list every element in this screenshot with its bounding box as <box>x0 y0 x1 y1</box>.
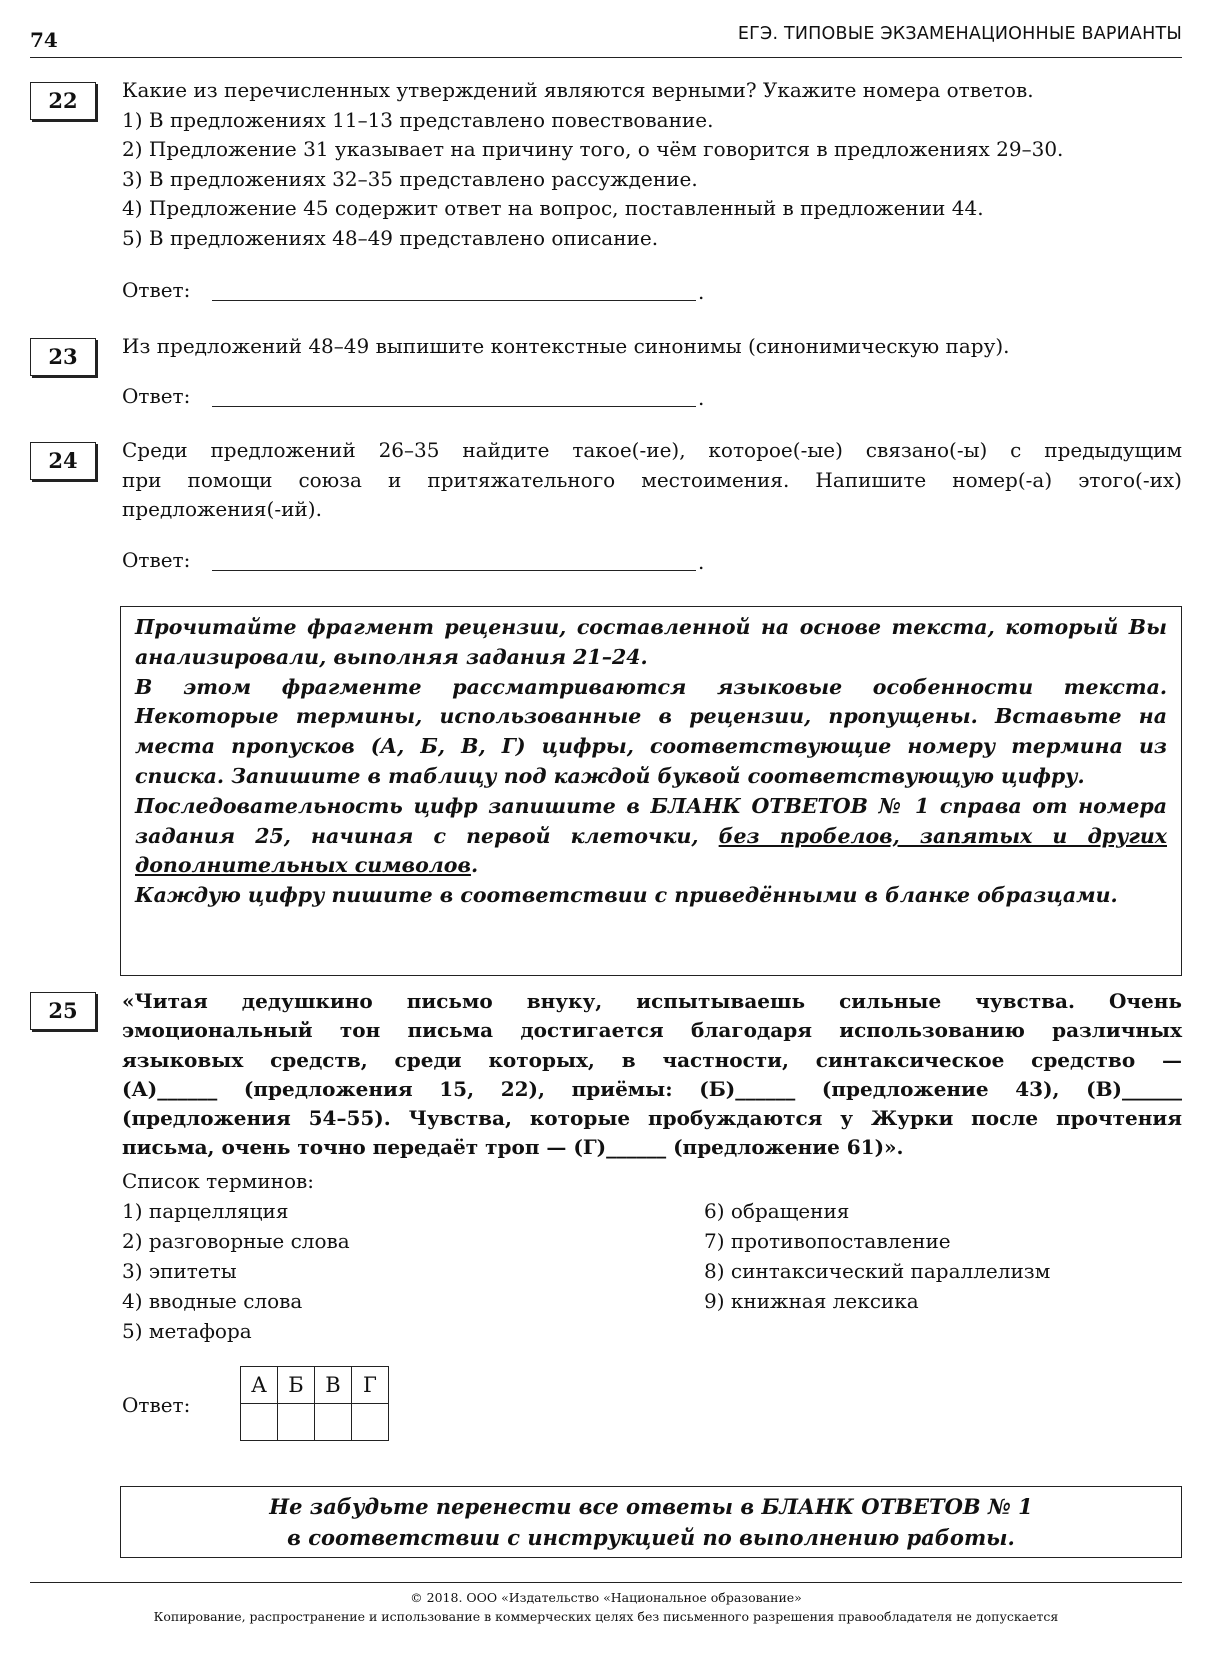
task-22-question: Какие из перечисленных утверждений являются верными? Укажите номера ответов. <box>122 78 1034 102</box>
footer-copyright: © 2018. ООО «Издательство «Национальное образование» <box>410 1590 802 1605</box>
task-23-number: 23 <box>30 338 96 376</box>
answer-table <box>240 1366 389 1441</box>
task-25-review <box>122 987 1182 1163</box>
task-22-option: 2) Предложение 31 указывает на причину того, о чём говорится в предложениях 29–30. <box>122 137 1064 161</box>
term-item: 4) вводные слова <box>122 1289 303 1313</box>
answer-cell-v[interactable] <box>315 1404 352 1441</box>
instruction-paragraph: В этом фрагменте рассматриваются языковые особенности текста. Некоторые термины, использованные в рецензии, пропущены. Вставьте на места пропусков (А, Б, В, Г) цифры, соответствующие номеру термина из списка. Запишите в таблицу под каждой буквой соответствующую цифру. <box>135 674 1167 788</box>
reminder-box <box>120 1486 1182 1558</box>
task-24-line: при помощи союза и притяжательного местоимения. Напишите номер(-а) этого(-их) <box>122 467 1182 492</box>
term-item: 7) противопоставление <box>704 1229 951 1253</box>
task-23-answer-dot: . <box>698 386 705 410</box>
task-22-option: 5) В предложениях 48–49 представлено описание. <box>122 225 659 250</box>
instruction-text: . <box>470 853 479 878</box>
task-22-answer-label: Ответ: <box>122 278 191 302</box>
task-22-body <box>122 76 1182 253</box>
answer-table-header: Г <box>352 1367 389 1404</box>
task-25-number: 25 <box>30 992 96 1030</box>
footer-divider <box>30 1582 1182 1583</box>
task-24-answer-dot: . <box>698 550 705 574</box>
task-23-body <box>122 332 1182 362</box>
instruction-underlined-text: без пробелов, запятых и других дополнительных символов <box>135 823 1167 878</box>
instruction-text: Последовательность цифр запишите в БЛАНК ОТВЕТОВ № 1 справа от номера задания 25, начиная с первой клеточки, <box>135 793 1167 848</box>
terms-list-left <box>122 1196 350 1346</box>
task-22-answer-dot: . <box>698 280 705 304</box>
task-23-question: Из предложений 48–49 выпишите контекстные синонимы (синонимическую пару). <box>122 334 1010 358</box>
answer-cell-g[interactable] <box>352 1404 389 1441</box>
task-22-option: 1) В предложениях 11–13 представлено повествование. <box>122 107 714 132</box>
answer-cell-b[interactable] <box>278 1404 315 1441</box>
answer-table-header: В <box>315 1367 352 1404</box>
terms-title: Список терминов: <box>122 1169 315 1193</box>
review-line: (А)______ (предложения 15, 22), приёмы: (Б)______ (предложение 43), (В)______ <box>122 1076 1182 1101</box>
term-item: 6) обращения <box>704 1199 850 1223</box>
answer-table-header: Б <box>278 1367 315 1404</box>
task-24-line: Среди предложений 26–35 найдите такое(-ие), которое(-ые) связано(-ы) с предыдущим <box>122 438 1182 462</box>
reminder-line: Не забудьте перенести все ответы в БЛАНК ОТВЕТОВ № 1 <box>269 1494 1033 1519</box>
task-22-option: 4) Предложение 45 содержит ответ на вопрос, поставленный в предложении 44. <box>122 196 984 220</box>
review-line: «Читая дедушкино письмо внуку, испытываешь сильные чувства. Очень <box>122 989 1182 1013</box>
answer-table-header: А <box>241 1367 278 1404</box>
review-line: письма, очень точно передаёт троп — (Г)______ (предложение 61)». <box>122 1135 904 1160</box>
page-number: 74 <box>30 28 58 52</box>
term-item: 2) разговорные слова <box>122 1229 350 1253</box>
task-23-answer-field[interactable] <box>212 406 696 407</box>
review-line: языковых средств, среди которых, в частности, синтаксическое средство — <box>122 1047 1182 1072</box>
instruction-paragraph: Прочитайте фрагмент рецензии, составленной на основе текста, который Вы анализировали, выполняя задания 21–24. <box>135 615 1167 669</box>
task-23-answer-label: Ответ: <box>122 384 191 408</box>
reminder-line: в соответствии с инструкцией по выполнению работы. <box>287 1525 1015 1550</box>
task-24-body <box>122 436 1182 525</box>
terms-list-right <box>704 1196 1050 1316</box>
header-divider <box>30 57 1182 58</box>
task-25-answer-label: Ответ: <box>122 1393 191 1417</box>
task-24-line: предложения(-ий). <box>122 497 322 521</box>
running-title: ЕГЭ. ТИПОВЫЕ ЭКЗАМЕНАЦИОННЫЕ ВАРИАНТЫ <box>737 24 1182 44</box>
term-item: 9) книжная лексика <box>704 1289 919 1313</box>
term-item: 5) метафора <box>122 1319 252 1343</box>
instruction-box <box>120 606 1182 976</box>
review-line: эмоциональный тон письма достигается благодаря использованию различных <box>122 1018 1182 1043</box>
term-item: 8) синтаксический параллелизм <box>704 1259 1051 1283</box>
term-item: 3) эпитеты <box>122 1259 237 1283</box>
review-line: (предложения 54–55). Чувства, которые пробуждаются у Журки после прочтения <box>122 1106 1182 1131</box>
instruction-paragraph: Каждую цифру пишите в соответствии с приведёнными в бланке образцами. <box>135 883 1118 908</box>
footer-notice: Копирование, распространение и использование в коммерческих целях без письменного разрешения правообладателя не допускается <box>153 1609 1059 1624</box>
task-24-number: 24 <box>30 442 96 480</box>
task-24-answer-field[interactable] <box>212 570 696 571</box>
instruction-paragraph <box>135 792 1167 881</box>
task-22-option: 3) В предложениях 32–35 представлено рассуждение. <box>122 166 698 191</box>
task-24-answer-label: Ответ: <box>122 548 191 572</box>
task-22-number: 22 <box>30 82 96 120</box>
answer-cell-a[interactable] <box>241 1404 278 1441</box>
term-item: 1) парцелляция <box>122 1199 289 1223</box>
task-22-answer-field[interactable] <box>212 300 696 301</box>
